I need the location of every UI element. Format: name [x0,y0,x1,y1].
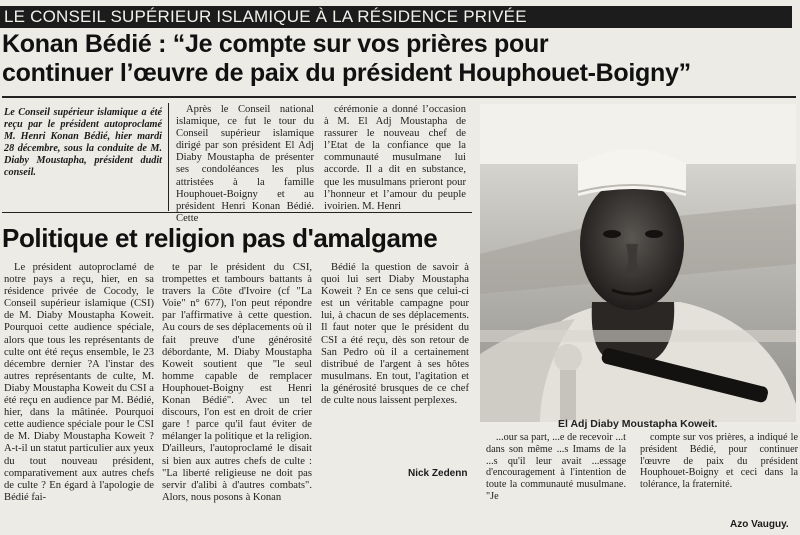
top-column-2-text: cérémonie a donné l’occasion à M. El Adj Moustapha de rassurer le nouveau chef de l’Etat de la confiance que la communauté musulmane lui accorde. Il a dit en substance, que les musulmans prieront pour l’honneur et l’amour du peuple ivoirien. M. Henri [324,104,466,212]
right-column-2 [640,432,798,491]
article-column-1-text: Le président autoproclamé de notre pays a reçu, hier, en sa résidence privée de Cocody, le Conseil supérieur islamique (CSI) de M. Diaby Moustapha Koweit. Pourquoi cette audience spéciale, alors que tous les représentants de culte ont été reçus ensemble, le 23 décembre dernier ?A l'instar des autres représentants de culte, M. Diaby Moustapha Koweit du CSI a été reçu en audience par M. Bédié, hier, dans la mâtinée. Pourquoi cette audience spéciale pour le CSI de M. Diaby Moustapha Koweit ? A-t-il un statut particulier aux yeux du tout nouveau président, comparativement aux autres chefs de culte ? En égard à l'apologie de Bédié fai- [4,262,154,503]
headline-rule [2,96,796,98]
lead-divider [168,103,169,211]
headline-line-2: continuer l’œuvre de paix du président Houphouet-Boigny” [2,59,691,87]
author-signature-left: Nick Zedenn [408,468,468,479]
portrait-photo [480,104,796,422]
article-column-3-text: Bédié la question de savoir à quoi lui sert Diaby Moustapha Koweit ? En ce sens que celui-ci est un véritable campagne pour lui, à chacun de ses déplacements. Il faut noter que le président du CSI a été reçu, dès son retour de San Pedro où il a certainement distribué de l'argent à ses hôtes musulmans. En tout, l'agitation et la générosité brusques de ce chef de culte nous laissent perplexes. [321,262,469,407]
lead-paragraph: Le Conseil supérieur islamique a été reçu par le président autoproclamé M. Henri Konan Bédié, hier mardi 28 décembre, sous la conduite de M. Diaby Moustapha, président dudit conseil. [4,107,162,178]
photo-caption: El Adj Diaby Moustapha Koweit. [558,418,718,430]
article-column-2-text: te par le président du CSI, trompettes et tambours battants à travers la Côte d'Ivoire (cf "La Voie" n° 677), l'on peut répondre par l'affirmative à cette question. Au cours de ses déplacements où il fait preuve d'une générosité débordante, M. Diaby Moustapha Koweit soutient que "le seul homme capable de remplacer Houphouet-Boigny est Henri Konan Bédié". Avec un tel discours, l'on est en droit de crier gare ! parce qu'il faut éviter de mélanger la politique et la religion. D'ailleurs, l'autoproclamé le disait si bien aux autres chefs de culte : "La liberté religieuse ne doit pas servir d'alibi à d'autres combats". Alors, nous posons à Konan [162,262,312,503]
top-column-1-text: Après le Conseil national islamique, ce fut le tour du Conseil supérieur islamique dirigé par son président El Adj Diaby Moustapha de présenter ses condoléances les plus attristées à la famille Houphouet-Boigny et au président Henri Konan Bédié. Cette [176,104,314,224]
right-column-1 [486,432,626,503]
article-column-2 [162,262,312,504]
portrait-illustration [480,104,796,422]
right-column-1-text: ...our sa part, ...e de recevoir ...t dans son même ...s Imams de la ...s qu'il leur avait ...essage d'encouragement à l'intention de toute la communauté musulmane. "Je [486,432,626,502]
article-column-3 [321,262,469,407]
subheadline: Politique et religion pas d'amalgame [2,223,438,253]
section-band-text: LE CONSEIL SUPÉRIEUR ISLAMIQUE À LA RÉSIDENCE PRIVÉE [4,7,527,26]
right-column-2-text: compte sur vos prières, a indiqué le président Bédié, pour continuer l'œuvre de paix du président Houphouet-Boigny et ceci dans la tolérance, la fraternité. [640,432,798,491]
headline [2,30,798,88]
article-column-1 [4,262,154,504]
author-signature-right: Azo Vauguy. [730,519,789,530]
top-column-2 [324,104,466,213]
section-band [0,6,792,28]
headline-line-1: Konan Bédié : “Je compte sur vos prières pour [2,30,549,58]
top-column-1 [176,104,314,225]
